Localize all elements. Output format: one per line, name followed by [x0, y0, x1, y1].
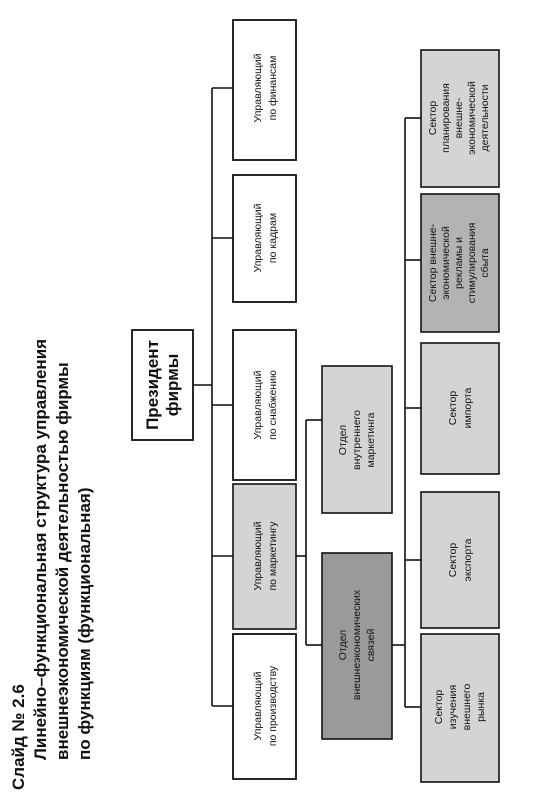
- manager-marketing-box: [233, 484, 296, 629]
- sector-planning-line-3: внешне-: [453, 97, 465, 139]
- sector-ads-line-3: рекламы и: [453, 237, 465, 289]
- sector-market-research-box: [421, 634, 499, 782]
- dept-internal-marketing-box: [322, 366, 392, 513]
- sector-import-line-1: Сектор: [447, 390, 459, 426]
- sector-research-line-1: Сектор: [433, 689, 445, 725]
- manager-production-line-2: по производству: [267, 665, 279, 747]
- president-box: [132, 330, 193, 440]
- sector-ads-line-1: Сектор внешне-: [427, 223, 439, 303]
- sector-ads-line-5: сбыта: [479, 248, 491, 278]
- manager-marketing-line-2: по маркетингу: [267, 521, 279, 591]
- dept-external-line-3: связей: [365, 628, 377, 662]
- sector-ads-line-4: стимулирования: [466, 222, 478, 304]
- title-line-3: по функциям (функциональная): [75, 487, 94, 760]
- dept-external-line-1: Отдел: [337, 629, 349, 661]
- sector-advertising-box: [421, 194, 499, 332]
- manager-hr-line-2: по кадрам: [267, 212, 279, 264]
- dept-internal-line-3: маркетинга: [365, 412, 377, 468]
- slide-title: [9, 339, 94, 790]
- manager-production-box: [233, 634, 296, 779]
- manager-finance-box: [233, 20, 296, 160]
- president-line-2: фирмы: [163, 353, 182, 417]
- sector-research-line-3: внешнего: [461, 683, 473, 731]
- dept-external-line-2: внешнеэкономических: [351, 589, 363, 701]
- sector-planning-line-5: деятельности: [479, 84, 491, 152]
- title-line-1: Линейно–функциональная структура управления: [31, 338, 50, 760]
- manager-hr-line-1: Управляющий: [252, 203, 264, 273]
- sector-planning-box: [421, 50, 499, 187]
- manager-supply-line-1: Управляющий: [252, 370, 264, 440]
- sector-planning-line-2: планирования: [440, 83, 452, 153]
- sector-export-box: [421, 492, 499, 628]
- dept-external-relations-box: [322, 553, 392, 739]
- manager-hr-box: [233, 175, 296, 302]
- manager-production-line-1: Управляющий: [252, 671, 264, 741]
- sector-export-line-1: Сектор: [447, 542, 459, 578]
- manager-finance-line-1: Управляющий: [252, 53, 264, 123]
- president-line-1: Президент: [143, 340, 162, 430]
- slide-number: Слайд № 2.6: [9, 684, 28, 790]
- sector-research-line-2: изучения: [447, 684, 459, 730]
- sector-planning-line-4: экономической: [466, 81, 478, 155]
- dept-internal-line-2: внутреннего: [351, 410, 363, 470]
- manager-marketing-line-1: Управляющий: [252, 521, 264, 591]
- sector-import-box: [421, 343, 499, 474]
- sector-planning-line-1: Сектор: [427, 100, 439, 136]
- manager-supply-box: [233, 330, 296, 480]
- manager-supply-line-2: по снабжению: [267, 370, 279, 440]
- manager-finance-line-2: по финансам: [267, 55, 279, 121]
- dept-internal-line-1: Отдел: [337, 424, 349, 456]
- sector-research-line-4: рынка: [475, 692, 487, 722]
- title-line-2: внешнеэкономической деятельностью фирмы: [53, 362, 72, 760]
- sector-import-line-2: импорта: [462, 387, 474, 429]
- sector-ads-line-2: экономической: [440, 226, 452, 300]
- sector-export-line-2: экспорта: [462, 538, 474, 582]
